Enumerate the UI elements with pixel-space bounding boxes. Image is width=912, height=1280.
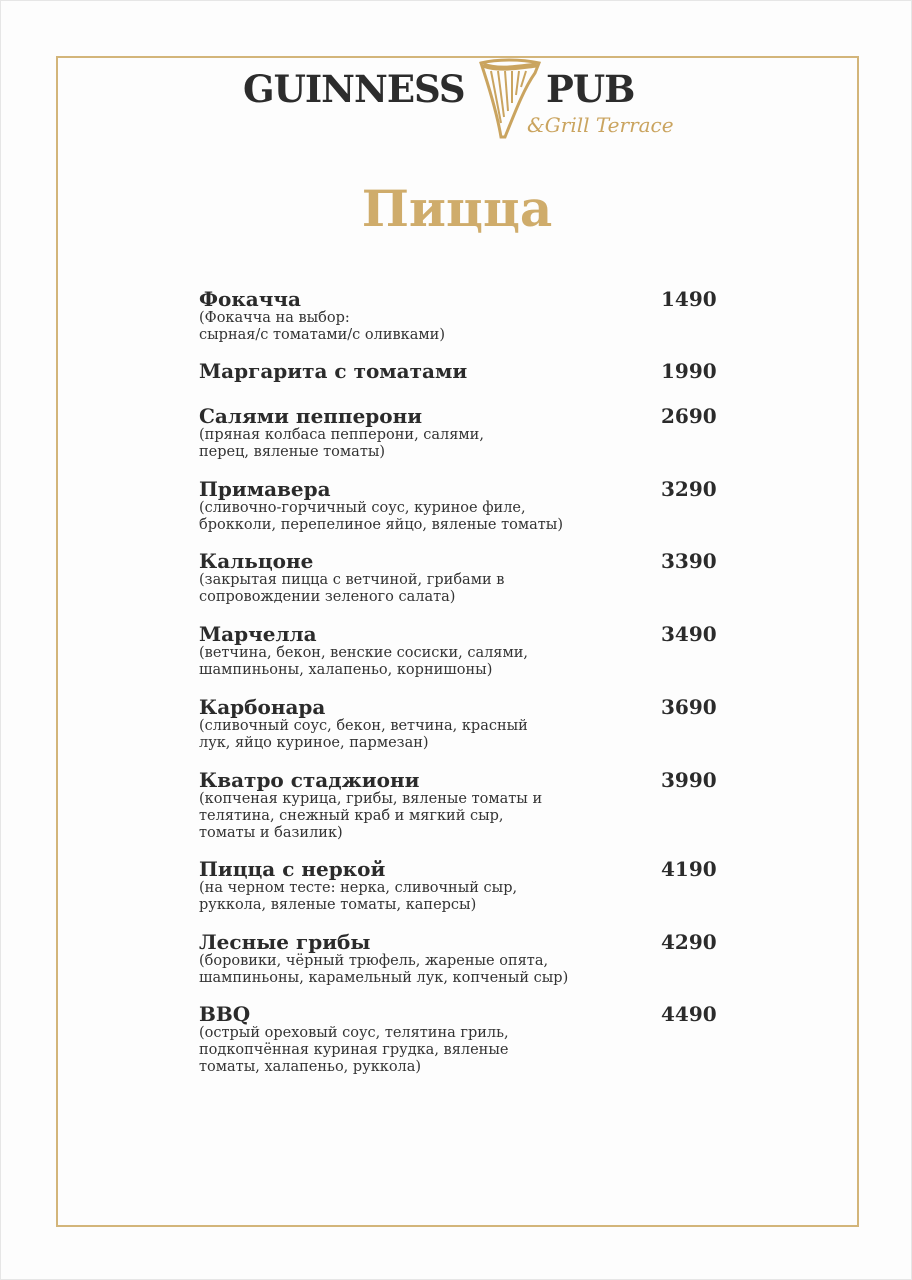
item-description	[199, 791, 599, 842]
item-description-line: томаты и базилик)	[199, 825, 343, 841]
item-description-line: (закрытая пицца с ветчиной, грибами в	[199, 572, 505, 588]
item-description	[199, 310, 599, 344]
item-name: Кальцоне	[199, 549, 314, 573]
item-description	[199, 645, 599, 679]
item-description-line: (пряная колбаса пепперони, салями,	[199, 427, 484, 443]
item-description-line: (острый ореховый соус, телятина гриль,	[199, 1025, 509, 1041]
item-description-line: лук, яйцо куриное, пармезан)	[199, 735, 429, 751]
item-description-line: (сливочно-горчичный соус, куриное филе,	[199, 500, 526, 516]
item-name: Пицца с неркой	[199, 857, 386, 881]
item-description	[199, 572, 599, 606]
item-description-line: (боровики, чёрный трюфель, жареные опята,	[199, 953, 549, 969]
item-description-line: подкопчённая куриная грудка, вяленые	[199, 1042, 509, 1058]
item-description-line: перец, вяленые томаты)	[199, 444, 386, 460]
item-name: BBQ	[199, 1002, 251, 1026]
item-price: 3390	[661, 549, 717, 573]
item-price: 3290	[661, 477, 717, 501]
item-price: 3690	[661, 695, 717, 719]
item-description-line: шампиньоны, халапеньо, корнишоны)	[199, 662, 493, 678]
item-description-line: сырная/с томатами/с оливками)	[199, 327, 445, 343]
item-description-line: томаты, халапеньо, руккола)	[199, 1059, 422, 1075]
item-name: Кватро стаджиони	[199, 768, 420, 792]
item-name: Карбонара	[199, 695, 326, 719]
item-description	[199, 427, 599, 461]
item-description-line: сопровождении зеленого салата)	[199, 589, 456, 605]
item-price: 4190	[661, 857, 717, 881]
item-name: Салями пепперони	[199, 404, 423, 428]
item-description	[199, 880, 599, 914]
item-description-line: шампиньоны, карамельный лук, копченый сыр)	[199, 970, 569, 986]
brand-logo	[243, 57, 683, 157]
item-price: 3490	[661, 622, 717, 646]
item-description-line: (копченая курица, грибы, вяленые томаты и	[199, 791, 543, 807]
item-price: 3990	[661, 768, 717, 792]
item-price: 4290	[661, 930, 717, 954]
item-name: Маргарита с томатами	[199, 359, 468, 383]
item-name: Марчелла	[199, 622, 317, 646]
item-description	[199, 718, 599, 752]
item-description-line: (на черном тесте: нерка, сливочный сыр,	[199, 880, 518, 896]
item-description	[199, 953, 599, 987]
item-description-line: (Фокачча на выбор:	[199, 310, 350, 326]
logo-subtitle: &Grill Terrace	[527, 113, 674, 137]
item-description-line: (сливочный соус, бекон, ветчина, красный	[199, 718, 528, 734]
item-price: 1990	[661, 359, 717, 383]
logo-word-guinness: GUINNESS	[243, 67, 465, 111]
item-description	[199, 1025, 599, 1076]
logo-word-pub: PUB	[546, 67, 635, 111]
item-description	[199, 500, 599, 534]
item-price: 2690	[661, 404, 717, 428]
item-name: Примавера	[199, 477, 331, 501]
section-title: Пицца	[361, 179, 553, 238]
item-description-line: (ветчина, бекон, венские сосиски, салями,	[199, 645, 529, 661]
item-description-line: телятина, снежный краб и мягкий сыр,	[199, 808, 504, 824]
item-name: Фокачча	[199, 287, 301, 311]
item-name: Лесные грибы	[199, 930, 371, 954]
item-description-line: брокколи, перепелиное яйцо, вяленые томаты)	[199, 517, 563, 533]
item-price: 1490	[661, 287, 717, 311]
item-price: 4490	[661, 1002, 717, 1026]
item-description-line: руккола, вяленые томаты, каперсы)	[199, 897, 477, 913]
